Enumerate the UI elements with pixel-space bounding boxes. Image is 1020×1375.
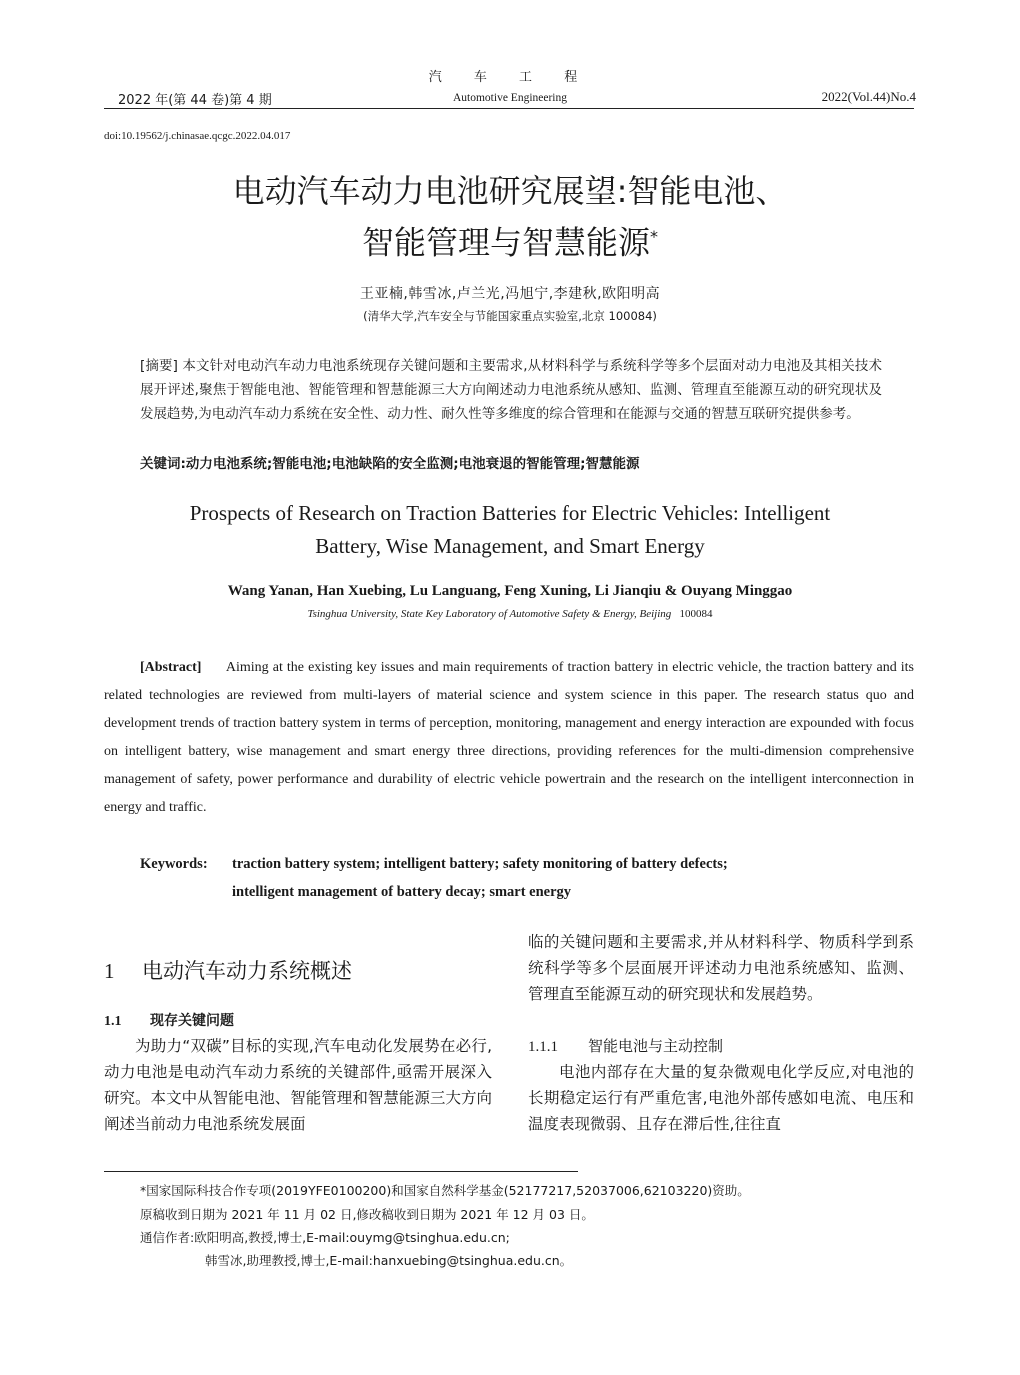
paper-title-en-line1: Prospects of Research on Traction Batteries for Electric Vehicles: Intelligent (189, 501, 831, 525)
footnote-rule (104, 1171, 578, 1172)
subsubsection-number: 1.1.1 (528, 1039, 558, 1055)
section-number: 1 (104, 959, 115, 983)
affiliation-en (0, 608, 1020, 620)
subsubsection-title: 智能电池与主动控制 (588, 1037, 724, 1055)
subsection-title: 现存关键问题 (150, 1013, 234, 1029)
paper-title-cn-line2 (0, 214, 1020, 266)
abstract-en-label: [Abstract] (140, 660, 202, 675)
section-title: 电动汽车动力系统概述 (142, 959, 352, 983)
journal-title-en: Automotive Engineering (452, 92, 568, 104)
keywords-en (140, 850, 914, 906)
abstract-cn-text: 本文针对电动汽车动力电池系统现存关键问题和主要需求,从材料科学与系统科学等多个层面对动力电池及其相关技术展开评述,聚焦于智能电池、智能管理和智慧能源三大方向阐述动力电池系统从感知、监测、管理直至能源互动的研究现状及发展趋势,为电动汽车动力系统在安全性、动力性、耐久性等多维度的综合管理和在能源与交通的智慧互联研究提供参考。 (140, 358, 882, 422)
abstract-cn (140, 354, 882, 426)
keywords-en-line1-row (140, 850, 914, 878)
section-heading (104, 955, 352, 985)
body-paragraph-right-2: 电池内部存在大量的复杂微观电化学反应,对电池的长期稳定运行有严重危害,电池外部传感如电流、电压和温度表现微弱、且存在滞后性,往往直 (528, 1063, 914, 1133)
body-paragraph-right-1: 临的关键问题和主要需求,并从材料科学、物质科学到系统科学等多个层面展开评述动力电池系统感知、监测、管理直至能源互动的研究现状和发展趋势。 (528, 933, 914, 1003)
subsection-number: 1.1 (104, 1014, 122, 1029)
journal-title-cn: 汽 车 工 程 (428, 70, 592, 85)
keywords-cn-text: 动力电池系统;智能电池;电池缺陷的安全监测;电池衰退的智能管理;智慧能源 (185, 456, 640, 472)
authors-en: Wang Yanan, Han Xuebing, Lu Languang, Feng Xuning, Li Jianqiu & Ouyang Minggao (227, 583, 793, 599)
footnote-mark: * (650, 227, 658, 246)
header-rule (104, 108, 914, 109)
doi: doi:10.19562/j.chinasae.qcgc.2022.04.017 (104, 130, 291, 142)
affiliation-cn: (清华大学,汽车安全与节能国家重点实验室,北京 100084) (363, 309, 657, 323)
footnote-received: 原稿收到日期为 2021 年 11 月 02 日,修改稿收到日期为 2021 年 12 月 03 日。 (140, 1207, 594, 1222)
affiliation-en-zip: 100084 (679, 608, 713, 620)
abstract-en-text: Aiming at the existing key issues and main requirements of traction battery in electric vehicle, the traction battery and its related technologies are reviewed from multi-layers of material science and system science in this paper. The research status quo and development trends of traction battery system in terms of perception, monitoring, management and energy interaction are expounded with focus on intelligent battery, wise management and smart energy three directions, providing references for the multi-dimension comprehensive management of safety, power performance and durability of electric vehicle powertrain and the research on the intelligent interconnection in energy and traffic. (104, 660, 915, 815)
authors-cn: 王亚楠,韩雪冰,卢兰光,冯旭宁,李建秋,欧阳明高 (359, 286, 661, 302)
abstract-cn-label: [摘要] (140, 358, 178, 374)
body-paragraph-left: 为助力“双碳”目标的实现,汽车电动化发展势在必行,动力电池是电动汽车动力系统的关键部件,亟需开展深入研究。本文中从智能电池、智能管理和智慧能源三大方向阐述当前动力电池系统发展面 (104, 1037, 492, 1133)
paper-title-cn-line2-text: 智能管理与智慧能源 (361, 223, 650, 262)
subsubsection-heading (528, 1035, 723, 1056)
footnote-funding: *国家国际科技合作专项(2019YFE0100200)和国家自然科学基金(52177217,52037006,62103220)资助。 (140, 1183, 750, 1198)
keywords-en-line2: intelligent management of battery decay; smart energy (232, 884, 572, 900)
keywords-cn (140, 452, 900, 472)
paper-title-en (0, 497, 1020, 563)
issue-info-en: 2022(Vol.44)No.4 (821, 89, 916, 104)
keywords-cn-label: 关键词: (140, 456, 186, 472)
paper-title-cn-line1: 电动汽车动力电池研究展望:智能电池、 (232, 172, 788, 210)
abstract-en (104, 654, 914, 822)
subsection-heading (104, 1010, 234, 1030)
paper-title-cn (0, 168, 1020, 266)
keywords-en-line1: traction battery system; intelligent battery; safety monitoring of battery defects; (232, 856, 728, 872)
affiliation-en-text: Tsinghua University, State Key Laboratory of Automotive Safety & Energy, Beijing (307, 608, 672, 620)
footnote-corresponding-2: 韩雪冰,助理教授,博士,E-mail:hanxuebing@tsinghua.edu.cn。 (205, 1253, 573, 1268)
paper-title-en-line2: Battery, Wise Management, and Smart Energy (315, 534, 705, 558)
issue-info-cn: 2022 年(第 44 卷)第 4 期 (118, 93, 272, 108)
footnote-corresponding-1: 通信作者:欧阳明高,教授,博士,E-mail:ouymg@tsinghua.edu.cn; (140, 1230, 510, 1245)
keywords-en-label: Keywords: (140, 856, 208, 872)
